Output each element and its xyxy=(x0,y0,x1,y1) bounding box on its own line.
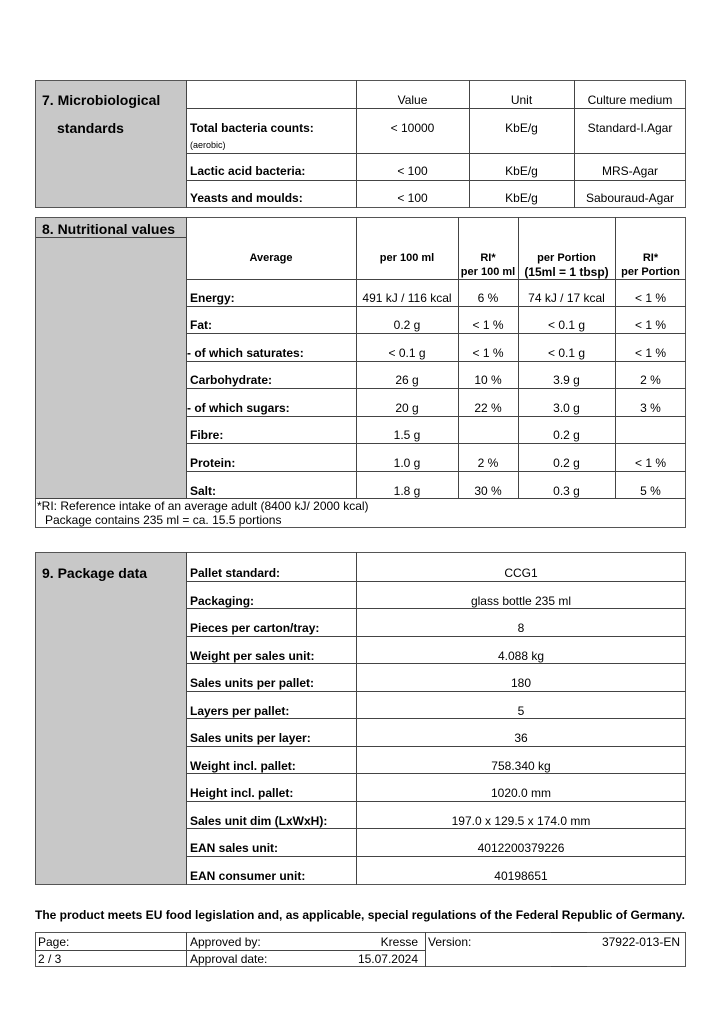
nutrition-row-label: Carbohydrate: xyxy=(190,373,273,387)
micro-row-value: < 10000 xyxy=(390,121,435,135)
nutrition-row-label: Salt: xyxy=(190,484,217,498)
nutrition-row-per100: 0.2 g xyxy=(393,318,421,332)
micro-row-unit: KbE/g xyxy=(505,121,538,135)
nutrition-row-riportion: < 1 % xyxy=(634,291,667,305)
micro-header-value: Value xyxy=(397,93,428,107)
footer-page-value: 2 / 3 xyxy=(38,952,62,966)
micro-section-title: 7. Microbiological xyxy=(42,92,161,108)
nutrition-row-riportion: < 1 % xyxy=(634,318,667,332)
nutrition-row-label: - of which saturates: xyxy=(187,346,304,360)
package-row-value: 5 xyxy=(517,704,525,718)
package-row-divider xyxy=(186,746,686,747)
nutrition-footnote: *RI: Reference intake of an average adult (8400 kJ/ 2000 kcal) xyxy=(37,499,369,513)
package-row-label: Weight per sales unit: xyxy=(190,649,315,663)
package-row-value: 36 xyxy=(514,731,528,745)
package-row-divider xyxy=(186,691,686,692)
nutrition-row-per100: 1.5 g xyxy=(393,428,421,442)
nutrition-row-portion: < 0.1 g xyxy=(547,346,586,360)
nutrition-row-ri100: 10 % xyxy=(474,373,502,387)
package-row-label: EAN consumer unit: xyxy=(190,869,306,883)
nutrition-header-ri100-sub: per 100 ml xyxy=(460,266,516,278)
nutrition-row-portion: 0.3 g xyxy=(553,484,580,498)
package-row-label: Pieces per carton/tray: xyxy=(190,621,320,635)
footer-approval-date-label: Approval date: xyxy=(190,952,268,966)
micro-row-label: Yeasts and moulds: xyxy=(190,191,303,205)
nutrition-row-label: Fat: xyxy=(190,318,212,332)
nutrition-header-portion: per Portion xyxy=(537,252,596,264)
nutrition-row-riportion: 3 % xyxy=(640,401,661,415)
nutrition-row-riportion: 2 % xyxy=(640,373,661,387)
nutrition-row-ri100: < 1 % xyxy=(472,318,504,332)
nutrition-row-portion: 3.9 g xyxy=(553,373,580,387)
footer-approval-date-value: 15.07.2024 xyxy=(357,952,418,966)
package-row-value: 758.340 kg xyxy=(491,759,551,773)
package-row-label: Sales units per layer: xyxy=(190,731,311,745)
micro-header-medium: Culture medium xyxy=(587,93,673,107)
package-row-value: 197.0 x 129.5 x 174.0 mm xyxy=(451,814,591,828)
package-row-divider xyxy=(186,828,686,829)
nutrition-header-average: Average xyxy=(249,252,293,264)
package-row-label: Packaging: xyxy=(190,594,255,608)
nutrition-header-ri100: RI* xyxy=(480,252,496,264)
nutrition-row-portion: 3.0 g xyxy=(553,401,580,415)
footer-version-label: Version: xyxy=(428,935,472,949)
nutrition-row-per100: 20 g xyxy=(395,401,419,415)
nutrition-row-ri100: 2 % xyxy=(477,456,499,470)
micro-row-note: (aerobic) xyxy=(190,140,226,150)
micro-header-unit: Unit xyxy=(510,93,533,107)
nutrition-row-per100: 491 kJ / 116 kcal xyxy=(362,291,452,305)
package-row-divider xyxy=(186,608,686,609)
package-row-divider xyxy=(186,856,686,857)
package-row-divider xyxy=(186,801,686,802)
micro-section-title-2: standards xyxy=(57,120,124,136)
package-row-value: 180 xyxy=(510,676,532,690)
nutrition-row-riportion: < 1 % xyxy=(634,456,667,470)
nutrition-row-ri100: 22 % xyxy=(474,401,502,415)
footer-approved-by-value: Kresse xyxy=(380,935,418,949)
nutrition-row-ri100: 6 % xyxy=(477,291,499,305)
legal-statement: The product meets EU food legislation and, as applicable, special regulations of the Federal Republic of Germany. xyxy=(35,908,685,922)
nutrition-row-portion: 74 kJ / 17 kcal xyxy=(528,291,605,305)
nutrition-row-ri100: < 1 % xyxy=(472,346,504,360)
nutrition-row-label: Energy: xyxy=(190,291,235,305)
footer-version-value: 37922-013-EN xyxy=(601,935,680,949)
micro-row-unit: KbE/g xyxy=(505,191,538,205)
nutrition-row-label: Fibre: xyxy=(190,428,224,442)
micro-row-value: < 100 xyxy=(397,191,428,205)
nutrition-row-per100: 26 g xyxy=(395,373,419,387)
micro-row-medium: Standard-I.Agar xyxy=(587,121,673,135)
nutrition-row-label: - of which sugars: xyxy=(187,401,290,415)
package-label-cell xyxy=(36,553,186,884)
package-row-divider xyxy=(186,581,686,582)
nutrition-row-portion: 0.2 g xyxy=(553,456,580,470)
nutrition-section-title: 8. Nutritional values xyxy=(42,221,176,237)
package-row-divider xyxy=(186,636,686,637)
nutrition-row-riportion: 5 % xyxy=(640,484,661,498)
package-row-value: 4012200379226 xyxy=(477,841,565,855)
package-row-value: glass bottle 235 ml xyxy=(470,594,572,608)
footer-approved-by-label: Approved by: xyxy=(190,935,261,949)
nutrition-row-portion: 0.2 g xyxy=(553,428,580,442)
package-row-divider xyxy=(186,773,686,774)
package-row-value: 40198651 xyxy=(494,869,548,883)
nutrition-header-per100: per 100 ml xyxy=(379,252,435,264)
package-row-label: Sales units per pallet: xyxy=(190,676,315,690)
nutrition-row-per100: 1.8 g xyxy=(393,484,421,498)
nutrition-row-portion: < 0.1 g xyxy=(547,318,586,332)
package-row-label: Pallet standard: xyxy=(190,566,281,580)
package-section-title: 9. Package data xyxy=(42,565,148,581)
nutrition-row-riportion: < 1 % xyxy=(634,346,667,360)
package-row-label: Sales unit dim (LxWxH): xyxy=(190,814,328,828)
package-row-label: Layers per pallet: xyxy=(190,704,290,718)
nutrition-row-ri100: 30 % xyxy=(474,484,502,498)
micro-row-unit: KbE/g xyxy=(505,164,538,178)
nutrition-header-riportion: RI* xyxy=(642,252,659,264)
package-row-value: 1020.0 mm xyxy=(490,786,552,800)
package-row-label: Height incl. pallet: xyxy=(190,786,294,800)
micro-row-value: < 100 xyxy=(397,164,428,178)
package-row-divider xyxy=(186,663,686,664)
nutrition-header-portion-sub: (15ml = 1 tbsp) xyxy=(524,265,609,279)
micro-row-medium: Sabouraud-Agar xyxy=(585,191,675,205)
package-row-value: 8 xyxy=(517,621,525,635)
nutrition-footnote-portions: Package contains 235 ml = ca. 15.5 portions xyxy=(45,513,282,527)
nutrition-label-cell xyxy=(36,218,186,498)
nutrition-row-per100: < 0.1 g xyxy=(388,346,426,360)
micro-row-label: Total bacteria counts: xyxy=(190,121,314,135)
package-row-label: EAN sales unit: xyxy=(190,841,279,855)
nutrition-row-label: Protein: xyxy=(190,456,236,470)
nutrition-row-per100: 1.0 g xyxy=(393,456,421,470)
nutrition-header-riportion-sub: per Portion xyxy=(621,266,680,278)
footer-page-label: Page: xyxy=(38,935,70,949)
package-row-divider xyxy=(186,718,686,719)
package-row-value: CCG1 xyxy=(504,566,538,580)
micro-row-label: Lactic acid bacteria: xyxy=(190,164,306,178)
package-row-value: 4.088 kg xyxy=(497,649,545,663)
micro-row-medium: MRS-Agar xyxy=(601,164,658,178)
package-row-label: Weight incl. pallet: xyxy=(190,759,296,773)
